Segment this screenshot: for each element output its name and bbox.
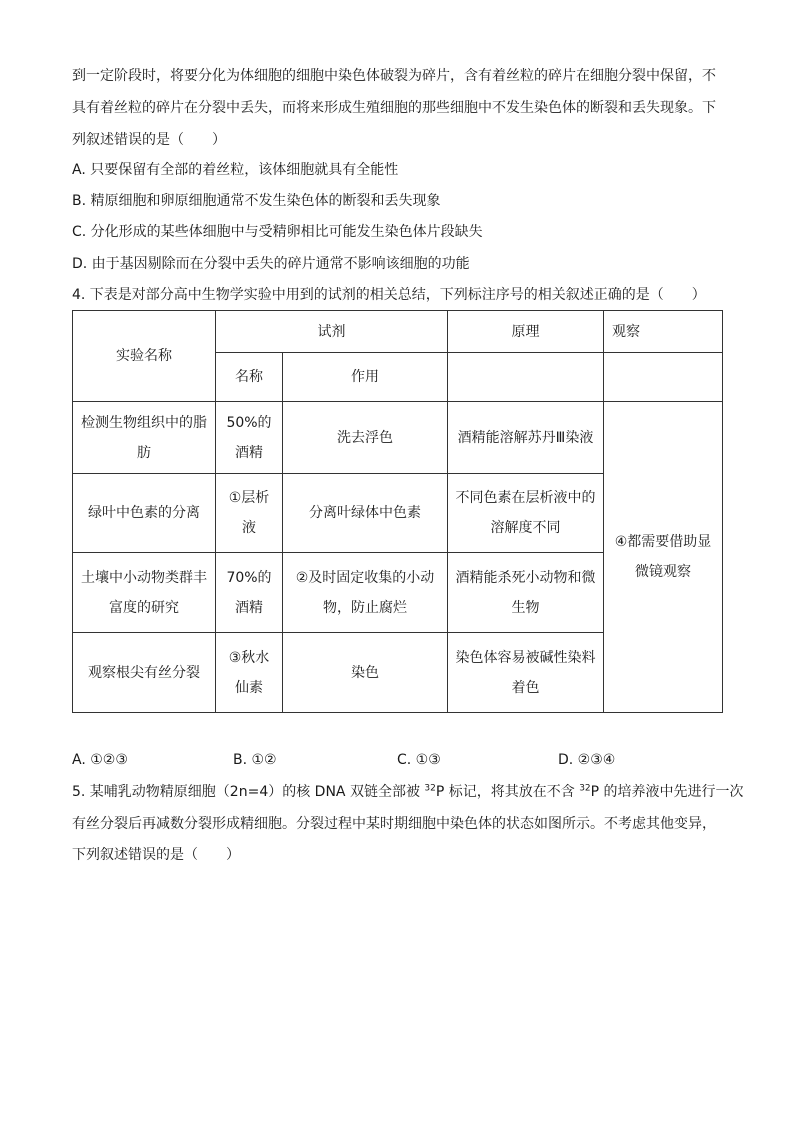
q5-stem-line-1 (72, 782, 744, 802)
reagent-table (72, 310, 723, 713)
experiment-name: 检测生物组织中的脂 (81, 414, 207, 431)
q3-stem-line-3: 列叙述错误的是（ ） (72, 132, 226, 148)
q4-option-b: B. ①② (233, 752, 277, 768)
observe-note: ④都需要借助显 (614, 534, 712, 550)
principle: 不同色素在层析液中的 (455, 490, 596, 506)
principle: 酒精能溶解苏丹Ⅲ染液 (457, 429, 594, 446)
q4-option-c: C. ①③ (397, 752, 441, 768)
subheader-use: 作用 (283, 353, 448, 402)
q3-option-b: B. 精原细胞和卵原细胞通常不发生染色体的断裂和丢失现象 (72, 193, 441, 209)
observe-note: 微镜观察 (635, 564, 691, 580)
reagent-use: 物，防止腐烂 (323, 599, 407, 616)
experiment-name: 富度的研究 (109, 599, 179, 616)
experiment-name: 观察根尖有丝分裂 (88, 664, 200, 681)
reagent-name: 液 (242, 520, 256, 536)
reagent-name: ①层析 (228, 490, 270, 506)
principle: 生物 (511, 599, 540, 616)
reagent-name: 仙素 (235, 679, 263, 696)
q5-text: 5. 某哺乳动物精原细胞（2n=4）的核 DNA 双链全部被 (72, 784, 425, 800)
experiment-name: 土壤中小动物类群丰 (81, 569, 207, 586)
header-observe: 观察 (604, 311, 723, 353)
experiment-name: 绿叶中色素的分离 (88, 505, 200, 521)
q5-text: P 的培养液中先进行一次 (590, 784, 744, 800)
reagent-name: 酒精 (235, 444, 263, 461)
q4-option-a: A. ①②③ (72, 752, 128, 768)
q3-stem-line-1: 到一定阶段时，将要分化为体细胞的细胞中染色体破裂为碎片，含有着丝粒的碎片在细胞分裂中保留，不 (72, 68, 716, 84)
isotope-superscript: 32 (424, 783, 436, 794)
principle: 溶解度不同 (490, 520, 561, 536)
blank-cell (448, 353, 604, 402)
q3-option-a: A. 只要保留有全部的着丝粒，该体细胞就具有全能性 (72, 162, 399, 178)
principle: 酒精能杀死小动物和微 (455, 569, 596, 586)
table-row (73, 402, 723, 474)
blank-cell (604, 353, 723, 402)
reagent-use: 分离叶绿体中色素 (309, 505, 421, 521)
reagent-use: ②及时固定收集的小动 (295, 569, 435, 586)
q3-option-c: C. 分化形成的某些体细胞中与受精卵相比可能发生染色体片段缺失 (72, 224, 483, 240)
header-experiment-name: 实验名称 (73, 311, 216, 402)
q3-stem-line-2: 具有着丝粒的碎片在分裂中丢失，而将来形成生殖细胞的那些细胞中不发生染色体的断裂和丢失现象。下 (72, 100, 716, 116)
q5-stem-line-2: 有丝分裂后再减数分裂形成精细胞。分裂过程中某时期细胞中染色体的状态如图所示。不考虑其他变异， (72, 816, 716, 832)
reagent-name: 70%的 (226, 569, 272, 586)
reagent-name: 50%的 (226, 414, 272, 431)
subheader-name: 名称 (216, 353, 283, 402)
reagent-use: 洗去浮色 (337, 429, 393, 446)
q4-option-d: D. ②③④ (558, 752, 616, 768)
header-reagent: 试剂 (216, 311, 448, 353)
q4-stem: 4. 下表是对部分高中生物学实验中用到的试剂的相关总结，下列标注序号的相关叙述正确的是（ ） (72, 287, 706, 303)
q5-text: P 标记，将其放在不含 (435, 784, 580, 800)
isotope-superscript: 32 (579, 783, 591, 794)
principle: 着色 (511, 679, 540, 696)
reagent-name: 酒精 (235, 599, 263, 616)
q3-option-d: D. 由于基因剔除而在分裂中丢失的碎片通常不影响该细胞的功能 (72, 256, 470, 272)
reagent-use: 染色 (351, 664, 379, 681)
reagent-name: ③秋水 (228, 649, 270, 666)
principle: 染色体容易被碱性染料 (455, 649, 596, 666)
experiment-name: 肪 (137, 444, 151, 461)
header-principle: 原理 (448, 311, 604, 353)
q5-stem-line-3: 下列叙述错误的是（ ） (72, 847, 240, 863)
